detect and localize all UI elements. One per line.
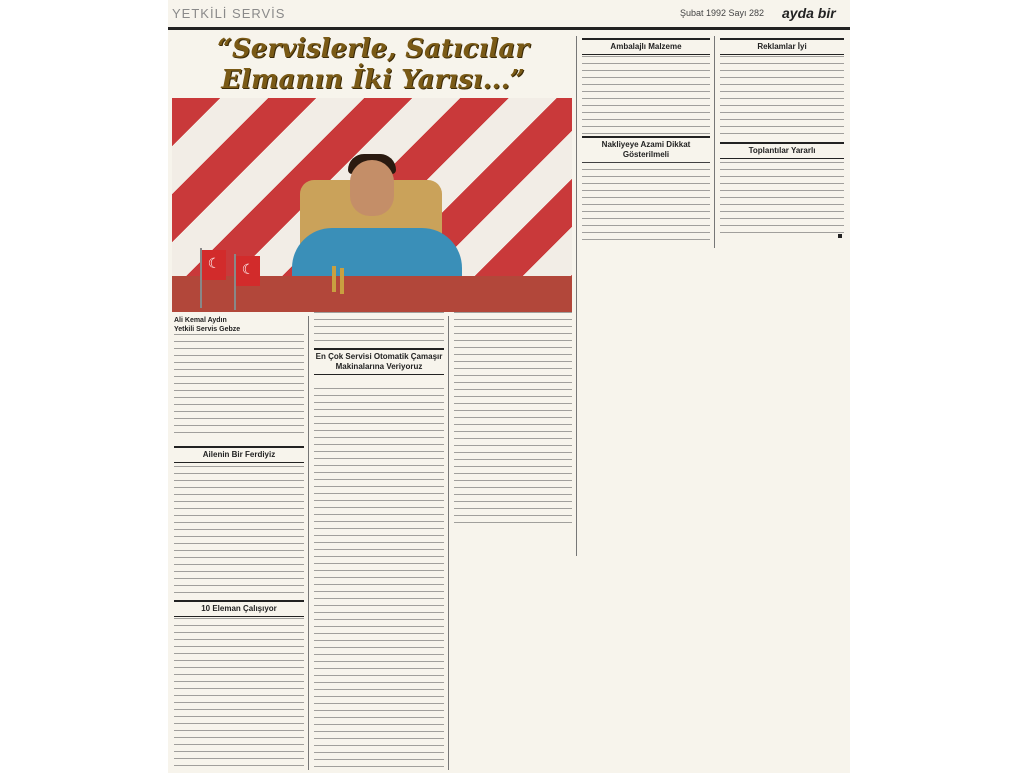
masthead (168, 4, 850, 26)
caption-name: Ali Kemal Aydın (174, 317, 227, 324)
subheading: Reklamlar İyi (720, 38, 844, 55)
publication-logo: ayda bir (782, 5, 836, 21)
person-head (350, 160, 394, 216)
masthead-rule (168, 27, 850, 30)
text-column-1 (174, 334, 304, 770)
turkish-flag-icon: ☾ (202, 250, 226, 280)
column-rule (448, 316, 449, 770)
article-photo (172, 98, 572, 312)
article-end-mark (838, 234, 842, 238)
section-title: YETKİLİ SERVİS (172, 6, 286, 21)
subheading: 10 Eleman Çalışıyor (174, 600, 304, 617)
newspaper-page (168, 0, 850, 773)
turkish-flag-icon: ☾ (236, 256, 260, 286)
column-rule (714, 36, 715, 248)
text-column-2 (314, 312, 444, 770)
photo-caption (174, 316, 304, 334)
caption-role: Yetkili Servis Gebze (174, 326, 241, 333)
text-column-3 (454, 312, 572, 532)
column-rule (308, 316, 309, 770)
issue-date: Şubat 1992 Sayı 282 (680, 8, 765, 18)
subheading: Toplantılar Yararlı (720, 142, 844, 159)
text-column-4 (582, 38, 710, 248)
desk (172, 276, 572, 312)
text-column-5 (720, 38, 844, 248)
column-rule (576, 36, 577, 556)
subheading: Nakliyeye Azami Dikkat Gösterilmeli (582, 136, 710, 163)
subheading: Ailenin Bir Ferdiyiz (174, 446, 304, 463)
subheading: Ambalajlı Malzeme (582, 38, 710, 55)
pen-holder (340, 268, 344, 294)
pen-holder (332, 266, 336, 292)
subheading: En Çok Servisi Otomatik Çamaşır Makinalarına Veriyoruz (314, 348, 444, 375)
article-headline: “Servislerle, Satıcılar Elmanın İki Yarısı...” (217, 34, 529, 95)
